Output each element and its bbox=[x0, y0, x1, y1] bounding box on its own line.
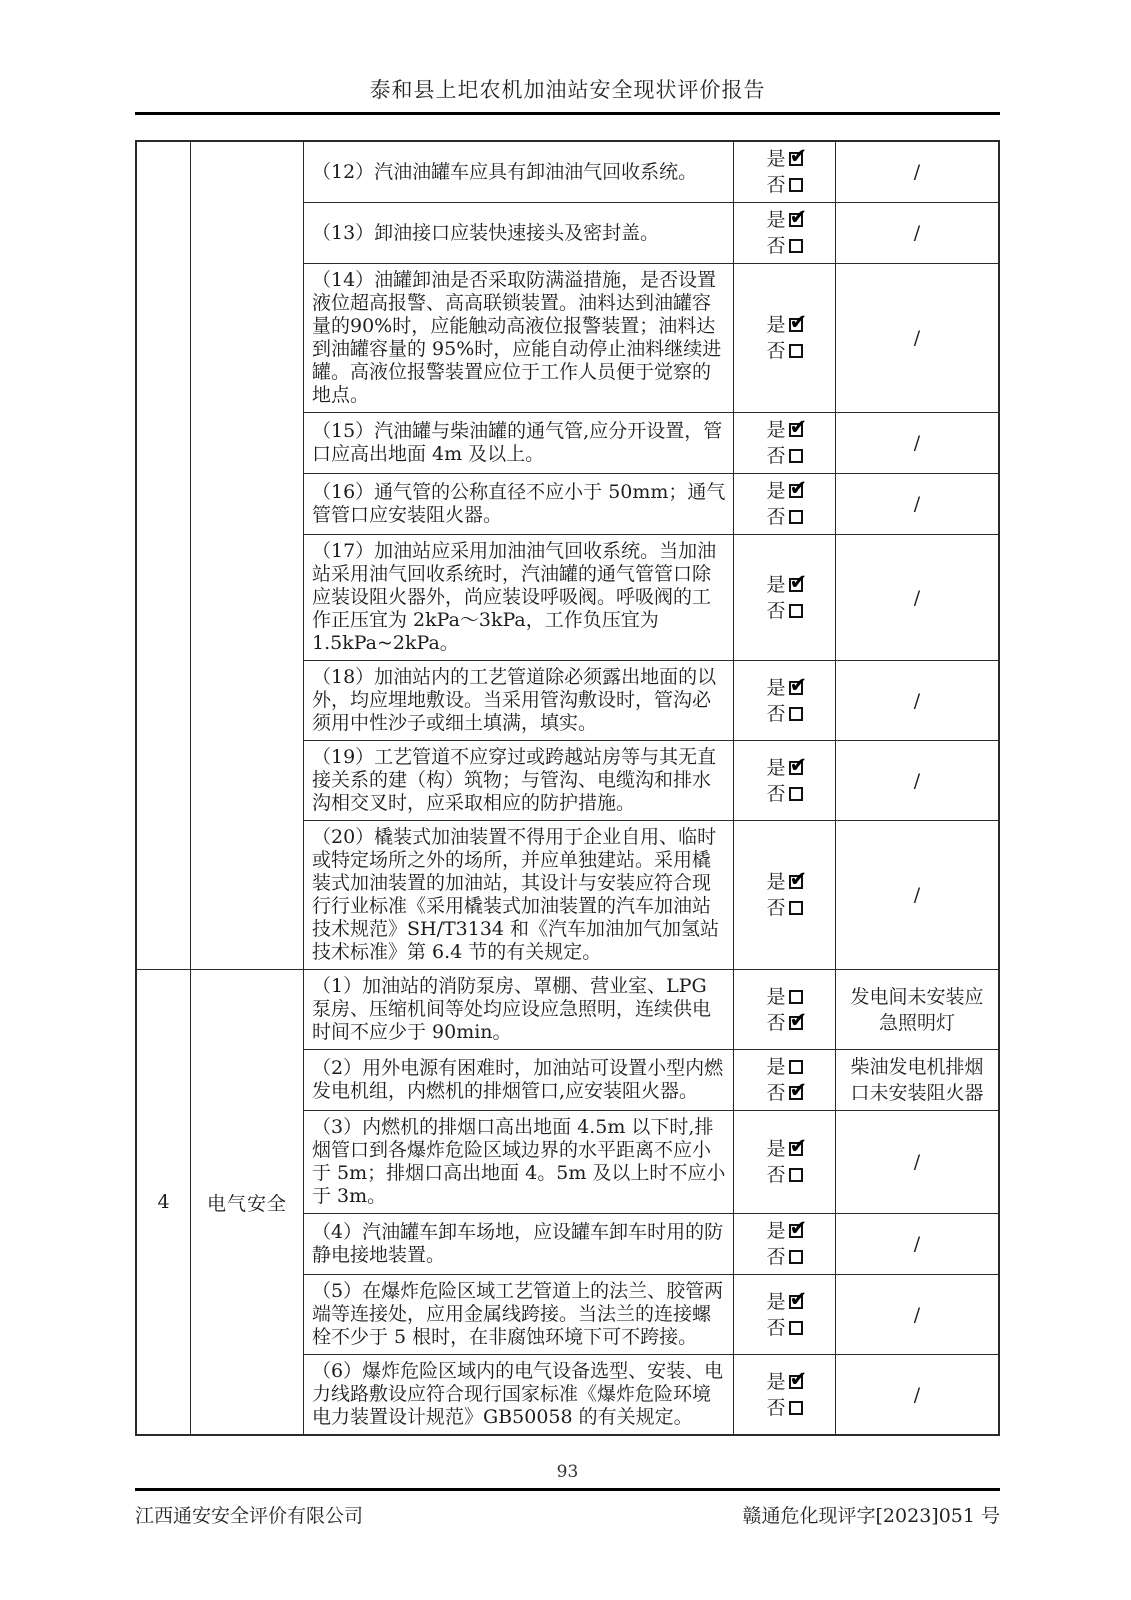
no-checkbox-icon bbox=[789, 901, 803, 915]
yes-checkbox-icon bbox=[789, 1224, 803, 1238]
table-row bbox=[304, 202, 998, 263]
no-label: 否 bbox=[766, 1246, 786, 1268]
yes-checkbox-icon bbox=[789, 1060, 803, 1074]
yes-no-cell bbox=[734, 1214, 836, 1274]
checklist-item-text: （16）通气管的公称直径不应小于 50mm；通气管管口应安装阻火器。 bbox=[312, 481, 726, 526]
yes-line bbox=[766, 675, 802, 701]
no-line bbox=[766, 781, 802, 807]
header-rule bbox=[135, 112, 1000, 115]
table-row bbox=[304, 142, 998, 202]
no-label: 否 bbox=[766, 599, 786, 622]
checklist-item-text: （2）用外电源有困难时，加油站可设置小型内燃发电机组，内燃机的排烟管口,应安装阻火器。 bbox=[312, 1057, 724, 1102]
yes-checkbox-icon bbox=[789, 152, 803, 166]
yes-checkbox-icon bbox=[789, 990, 803, 1004]
remark-cell: / bbox=[913, 1151, 921, 1173]
yes-line bbox=[766, 1369, 802, 1395]
checklist-item-cell bbox=[304, 970, 734, 1049]
no-line bbox=[766, 701, 802, 727]
table-section bbox=[137, 142, 998, 969]
no-label: 否 bbox=[766, 340, 786, 362]
no-label: 否 bbox=[766, 174, 786, 196]
no-checkbox-icon bbox=[789, 1168, 803, 1182]
table-row bbox=[304, 534, 998, 660]
no-label: 否 bbox=[766, 235, 786, 257]
no-checkbox-icon bbox=[789, 449, 803, 463]
no-label: 否 bbox=[766, 1316, 786, 1339]
yes-label: 是 bbox=[766, 314, 786, 336]
yes-checkbox-icon bbox=[789, 875, 803, 889]
no-line bbox=[766, 895, 802, 921]
page-number: 93 bbox=[556, 1462, 579, 1482]
table-row bbox=[304, 1110, 998, 1213]
yes-no-cell bbox=[734, 1111, 836, 1213]
no-checkbox-icon bbox=[789, 1321, 803, 1335]
no-checkbox-icon bbox=[789, 1401, 803, 1415]
no-label: 否 bbox=[766, 1396, 786, 1419]
no-checkbox-icon bbox=[789, 178, 803, 192]
no-line bbox=[766, 1010, 802, 1036]
yes-line bbox=[766, 417, 802, 443]
no-checkbox-icon bbox=[789, 510, 803, 524]
report-header bbox=[135, 0, 1000, 115]
checklist-item-text: （12）汽油油罐车应具有卸油油气回收系统。 bbox=[312, 160, 698, 183]
no-line bbox=[766, 172, 802, 198]
yes-line bbox=[766, 478, 802, 504]
yes-checkbox-icon bbox=[789, 1142, 803, 1156]
no-label: 否 bbox=[766, 702, 786, 725]
yes-line bbox=[766, 1218, 802, 1244]
no-checkbox-icon bbox=[789, 787, 803, 801]
yes-no-cell bbox=[734, 142, 836, 202]
yes-line bbox=[766, 869, 802, 895]
remark-cell: / bbox=[913, 1383, 921, 1406]
checklist-item-cell bbox=[304, 264, 734, 412]
checklist-item-text: （13）卸油接口应装快速接头及密封盖。 bbox=[312, 221, 660, 244]
no-checkbox-icon bbox=[789, 707, 803, 721]
yes-no-cell bbox=[734, 741, 836, 820]
table-row bbox=[304, 1213, 998, 1274]
footer-company: 江西通安安全评价有限公司 bbox=[135, 1505, 364, 1527]
checklist-item-cell bbox=[304, 474, 734, 534]
remark-cell: / bbox=[913, 689, 921, 712]
table-row bbox=[304, 1049, 998, 1110]
safety-checklist-table bbox=[135, 140, 1000, 1436]
no-label: 否 bbox=[766, 506, 786, 528]
table-row bbox=[304, 1274, 998, 1354]
section-seq-cell bbox=[137, 142, 191, 969]
yes-label: 是 bbox=[766, 419, 786, 441]
yes-line bbox=[766, 146, 802, 172]
no-line bbox=[766, 443, 802, 469]
yes-line bbox=[766, 1289, 802, 1315]
remark-cell: / bbox=[913, 432, 921, 454]
checklist-item-text: （18）加油站内的工艺管道除必须露出地面的以外，均应埋地敷设。当采用管沟敷设时，管沟必须用中性沙子或细土填满，填实。 bbox=[312, 666, 717, 734]
yes-label: 是 bbox=[766, 1220, 786, 1242]
no-checkbox-icon bbox=[789, 239, 803, 253]
section-category-cell: 电气安全 bbox=[191, 970, 304, 1434]
yes-label: 是 bbox=[766, 1370, 786, 1393]
checklist-item-cell bbox=[304, 1050, 734, 1110]
no-line bbox=[766, 1315, 802, 1341]
remark-cell: / bbox=[913, 327, 921, 349]
no-line bbox=[766, 598, 802, 624]
checklist-item-cell bbox=[304, 741, 734, 820]
yes-checkbox-icon bbox=[789, 213, 803, 227]
remark-cell: / bbox=[913, 769, 921, 792]
no-checkbox-icon bbox=[789, 1250, 803, 1264]
footer-rule bbox=[135, 1488, 1000, 1491]
footer-doc-number: 赣通危化现评字[2023]051 号 bbox=[742, 1505, 1000, 1527]
yes-checkbox-icon bbox=[789, 423, 803, 437]
remark-cell: / bbox=[913, 884, 921, 906]
no-line bbox=[766, 338, 802, 364]
checklist-item-text: （4）汽油罐车卸车场地，应设罐车卸车时用的防静电接地装置。 bbox=[312, 1221, 724, 1266]
no-label: 否 bbox=[766, 897, 786, 919]
report-title: 泰和县上圯农机加油站安全现状评价报告 bbox=[369, 78, 766, 102]
yes-no-cell bbox=[734, 821, 836, 969]
checklist-item-cell bbox=[304, 142, 734, 202]
checklist-item-text: （1）加油站的消防泵房、罩棚、营业室、LPG 泵房、压缩机间等处均应设应急照明，连续供电时间不应少于 90min。 bbox=[312, 975, 712, 1043]
checklist-item-text: （3）内燃机的排烟口高出地面 4.5m 以下时,排烟管口到各爆炸危险区域边界的水平距离不应小于 5m；排烟口高出地面 4。5m 及以上时不应小于 3m。 bbox=[312, 1116, 726, 1207]
no-line bbox=[766, 1244, 802, 1270]
checklist-item-text: （20）橇装式加油装置不得用于企业自用、临时或特定场所之外的场所，并应单独建站。采用橇装式加油装置的加油站，其设计与安装应符合现行行业标准《采用橇装式加油装置的汽车加油站技术规范》SH/T3134 和《汽车加油加气加氢站技术标准》第 6.4 节的有关规定。 bbox=[312, 826, 720, 963]
yes-no-cell bbox=[734, 1275, 836, 1354]
yes-no-cell bbox=[734, 203, 836, 263]
yes-label: 是 bbox=[766, 756, 786, 779]
no-checkbox-icon bbox=[789, 344, 803, 358]
no-label: 否 bbox=[766, 1164, 786, 1186]
remark-cell: / bbox=[913, 1303, 921, 1326]
checklist-item-text: （14）油罐卸油是否采取防满溢措施，是否设置液位超高报警、高高联锁装置。油料达到油罐容量的90%时，应能触动高液位报警装置；油料达到油罐容量的 95%时，应能自动停止油料继续进罐。高液位报警装置应位于工作人员便于觉察的地点。 bbox=[312, 269, 722, 406]
yes-no-cell bbox=[734, 535, 836, 660]
no-checkbox-icon bbox=[789, 1086, 803, 1100]
yes-no-cell bbox=[734, 413, 836, 473]
checklist-item-cell bbox=[304, 821, 734, 969]
table-row bbox=[304, 660, 998, 740]
yes-no-cell bbox=[734, 970, 836, 1049]
table-row bbox=[304, 820, 998, 969]
checklist-item-cell bbox=[304, 1355, 734, 1434]
no-checkbox-icon bbox=[789, 1016, 803, 1030]
table-row bbox=[304, 970, 998, 1049]
yes-no-cell bbox=[734, 1355, 836, 1434]
yes-no-cell bbox=[734, 264, 836, 412]
yes-checkbox-icon bbox=[789, 318, 803, 332]
yes-checkbox-icon bbox=[789, 1295, 803, 1309]
table-section bbox=[137, 969, 998, 1434]
yes-no-cell bbox=[734, 661, 836, 740]
yes-line bbox=[766, 755, 802, 781]
no-line bbox=[766, 1080, 802, 1106]
remark-cell: / bbox=[913, 222, 921, 244]
table-row bbox=[304, 473, 998, 534]
checklist-item-cell bbox=[304, 661, 734, 740]
no-line bbox=[766, 1395, 802, 1421]
table-row bbox=[304, 740, 998, 820]
checklist-item-text: （15）汽油罐与柴油罐的通气管,应分开设置，管口应高出地面 4m 及以上。 bbox=[312, 420, 723, 465]
checklist-item-text: （5）在爆炸危险区域工艺管道上的法兰、胶管两端等连接处，应用金属线跨接。当法兰的连接螺栓不少于 5 根时，在非腐蚀环境下可不跨接。 bbox=[312, 1280, 724, 1348]
yes-label: 是 bbox=[766, 1290, 786, 1313]
remark-cell: / bbox=[913, 161, 921, 183]
yes-no-cell bbox=[734, 1050, 836, 1110]
table-row bbox=[304, 263, 998, 412]
checklist-item-cell bbox=[304, 1275, 734, 1354]
page-content bbox=[135, 0, 1000, 1528]
checklist-item-cell bbox=[304, 203, 734, 263]
section-category-cell bbox=[191, 142, 304, 969]
checklist-item-cell bbox=[304, 1111, 734, 1213]
section-rows bbox=[304, 142, 998, 969]
yes-checkbox-icon bbox=[789, 681, 803, 695]
section-rows bbox=[304, 970, 998, 1434]
footer-row bbox=[135, 1501, 1000, 1528]
remark-cell: / bbox=[913, 493, 921, 515]
yes-label: 是 bbox=[766, 985, 786, 1008]
remark-cell: / bbox=[913, 586, 921, 609]
yes-label: 是 bbox=[766, 209, 786, 231]
remark-cell: / bbox=[913, 1233, 921, 1255]
yes-label: 是 bbox=[766, 1138, 786, 1160]
checklist-item-cell bbox=[304, 413, 734, 473]
no-line bbox=[766, 504, 802, 530]
no-checkbox-icon bbox=[789, 604, 803, 618]
no-label: 否 bbox=[766, 445, 786, 467]
checklist-item-text: （6）爆炸危险区域内的电气设备选型、安装、电力线路敷设应符合现行国家标准《爆炸危险环境电力装置设计规范》GB50058 的有关规定。 bbox=[312, 1360, 724, 1428]
yes-checkbox-icon bbox=[789, 484, 803, 498]
checklist-item-cell bbox=[304, 535, 734, 660]
yes-line bbox=[766, 1136, 802, 1162]
checklist-item-text: （19）工艺管道不应穿过或跨越站房等与其无直接关系的建（构）筑物；与管沟、电缆沟和排水沟相交叉时，应采取相应的防护措施。 bbox=[312, 746, 717, 814]
no-label: 否 bbox=[766, 1011, 786, 1034]
yes-label: 是 bbox=[766, 573, 786, 596]
yes-no-cell bbox=[734, 474, 836, 534]
no-line bbox=[766, 1162, 802, 1188]
no-label: 否 bbox=[766, 1082, 786, 1104]
yes-label: 是 bbox=[766, 871, 786, 893]
section-seq-cell: 4 bbox=[137, 970, 191, 1434]
yes-label: 是 bbox=[766, 480, 786, 502]
yes-label: 是 bbox=[766, 148, 786, 170]
yes-line bbox=[766, 572, 802, 598]
yes-label: 是 bbox=[766, 676, 786, 699]
yes-checkbox-icon bbox=[789, 578, 803, 592]
yes-checkbox-icon bbox=[789, 1375, 803, 1389]
remark-cell: 发电间未安装应急照明灯 bbox=[850, 985, 984, 1034]
table-row bbox=[304, 412, 998, 473]
yes-checkbox-icon bbox=[789, 761, 803, 775]
yes-line bbox=[766, 312, 802, 338]
no-line bbox=[766, 233, 802, 259]
checklist-item-cell bbox=[304, 1214, 734, 1274]
checklist-item-text: （17）加油站应采用加油油气回收系统。当加油站采用油气回收系统时，汽油罐的通气管管口除应装设阻火器外，尚应装设呼吸阀。呼吸阀的工作正压宜为 2kPa～3kPa，工作负压宜为 1.5kPa~2kPa。 bbox=[312, 540, 717, 654]
remark-cell: 柴油发电机排烟口未安装阻火器 bbox=[850, 1056, 984, 1104]
no-label: 否 bbox=[766, 782, 786, 805]
yes-line bbox=[766, 207, 802, 233]
yes-label: 是 bbox=[766, 1056, 786, 1078]
table-row bbox=[304, 1354, 998, 1434]
